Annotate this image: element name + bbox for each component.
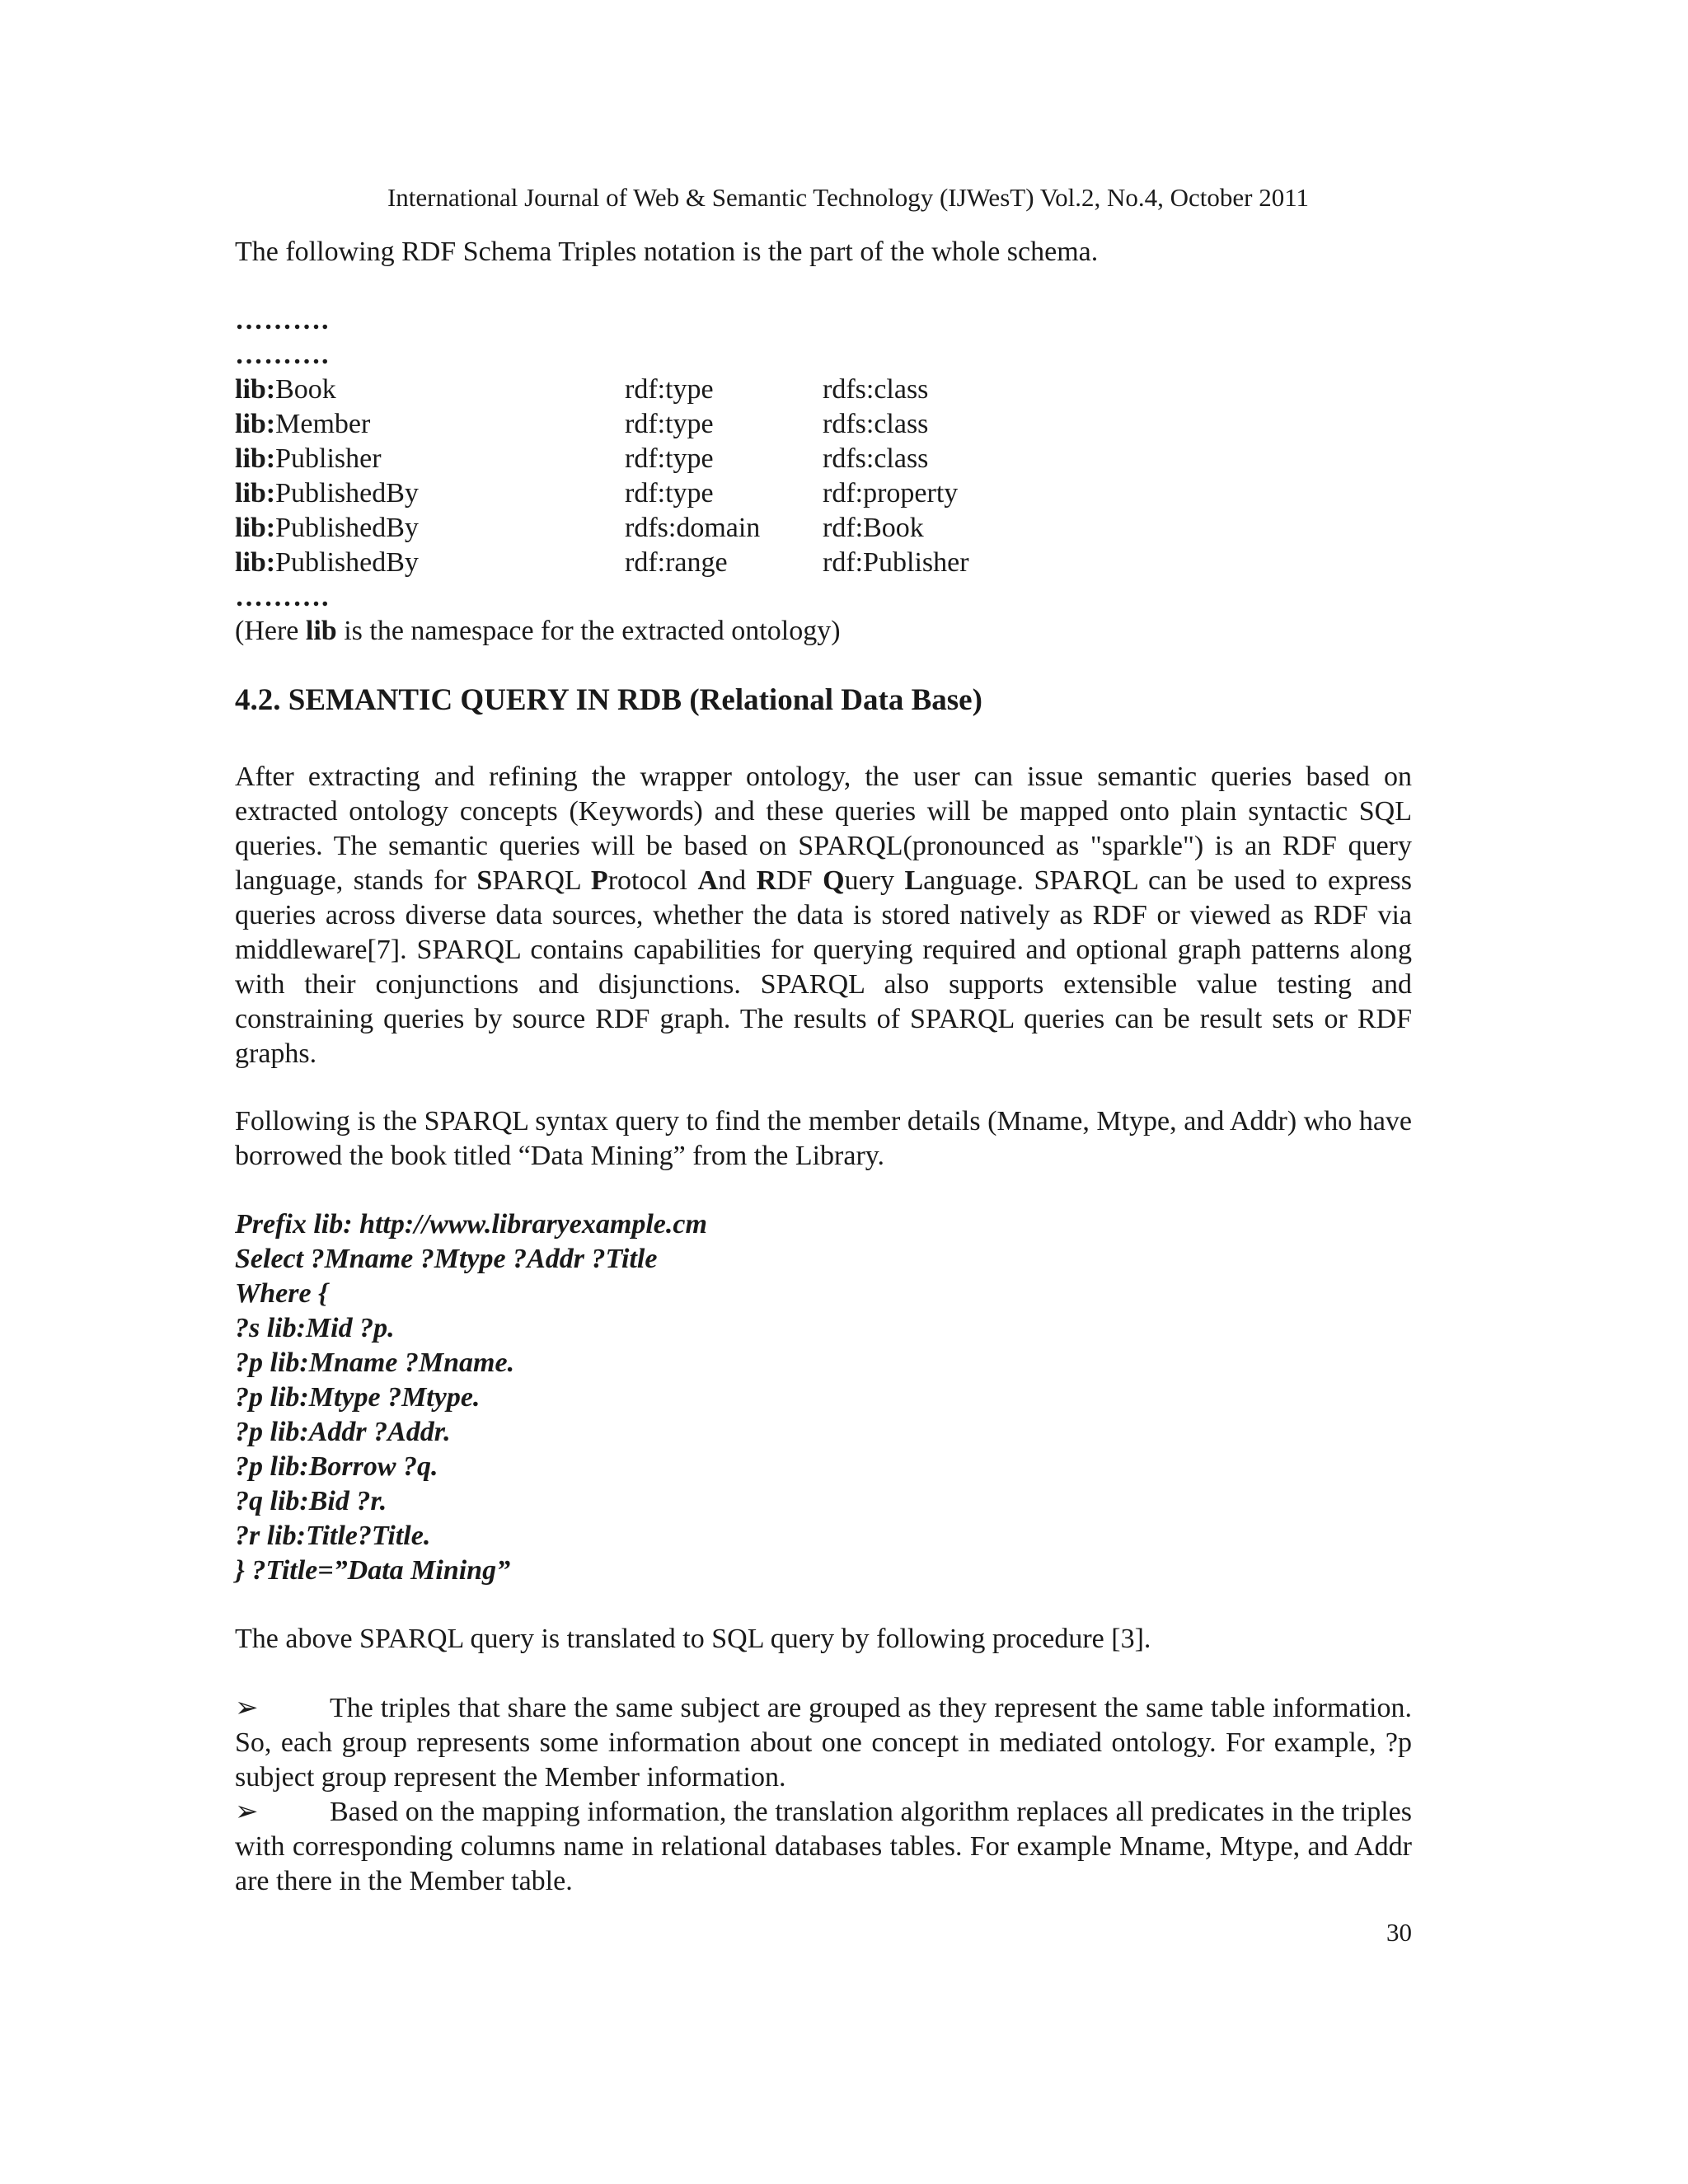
bullet-item: ➢ The triples that share the same subject are grouped as they represent the same table information. So, each group represents some information about one concept in mediated ontology. For example, ?p subject group represent the Member information. bbox=[235, 1693, 1412, 1793]
query-line: Select ?Mname ?Mtype ?Addr ?Title bbox=[235, 1244, 658, 1274]
query-line: } ?Title=”Data Mining” bbox=[235, 1555, 511, 1586]
triple-object: rdf:property bbox=[823, 478, 959, 509]
triple-subject: lib:Member bbox=[235, 409, 371, 439]
triple-predicate: rdf:type bbox=[625, 478, 714, 509]
bullet-list bbox=[235, 1691, 1412, 1899]
triple-predicate: rdf:range bbox=[625, 547, 728, 578]
page-number: 30 bbox=[1386, 1918, 1412, 1947]
triple-object: rdfs:class bbox=[823, 443, 929, 474]
intro-paragraph: The following RDF Schema Triples notation is the part of the whole schema. bbox=[235, 237, 1099, 267]
section-heading: 4.2. SEMANTIC QUERY IN RDB (Relational Data Base) bbox=[235, 683, 982, 717]
triple-row bbox=[235, 511, 1412, 546]
triple-row bbox=[235, 476, 1412, 511]
body-paragraph: Following is the SPARQL syntax query to find the member details (Mname, Mtype, and Addr) who have borrowed the book titled “Data Mining” from the Library. bbox=[235, 1106, 1412, 1171]
sparql-query-block bbox=[235, 1207, 1412, 1588]
triple-subject: lib:Book bbox=[235, 374, 336, 405]
header-text: International Journal of Web & Semantic Technology (IJWesT) Vol.2, No.4, October 2011 bbox=[387, 183, 1310, 212]
triple-predicate: rdfs:domain bbox=[625, 513, 761, 543]
query-line: ?p lib:Addr ?Addr. bbox=[235, 1417, 451, 1447]
triple-object: rdf:Book bbox=[823, 513, 924, 543]
body-paragraph: After extracting and refining the wrapper ontology, the user can issue semantic queries based on extracted ontology concepts (Keywords) and these queries will be mapped onto plain syntactic SQL queries. The semantic queries will be based on SPARQL(pronounced as "sparkle") is an RDF query language, stands for SPARQL Protocol And RDF Query Language. SPARQL can be used to express queries across diverse data sources, whether the data is stored natively as RDF or viewed as RDF via middleware[7]. SPARQL contains capabilities for querying required and optional graph patterns along with their conjunctions and disjunctions. SPARQL also supports extensible value testing and constraining queries by source RDF graph. The results of SPARQL queries can be result sets or RDF graphs. bbox=[235, 762, 1412, 1069]
triple-subject: lib:PublishedBy bbox=[235, 547, 419, 578]
query-line: ?q lib:Bid ?r. bbox=[235, 1486, 387, 1516]
triple-subject: lib:Publisher bbox=[235, 443, 382, 474]
query-line: Where { bbox=[235, 1278, 328, 1309]
arrowhead-bullet-icon: ➢ bbox=[235, 1693, 259, 1723]
triple-predicate: rdf:type bbox=[625, 443, 714, 474]
triple-row bbox=[235, 373, 1412, 407]
query-line: ?p lib:Mtype ?Mtype. bbox=[235, 1382, 481, 1413]
triple-object: rdfs:class bbox=[823, 374, 929, 405]
triple-predicate: rdf:type bbox=[625, 374, 714, 405]
ellipsis: ………. bbox=[235, 582, 330, 612]
triple-row bbox=[235, 442, 1412, 476]
bullet-item: ➢ Based on the mapping information, the translation algorithm replaces all predicates in the triples with corresponding columns name in relational databases tables. For example Mname, Mtype, and Addr are there in the Member table. bbox=[235, 1797, 1412, 1896]
ellipsis: ………. bbox=[235, 340, 330, 370]
running-header bbox=[0, 183, 1688, 213]
triple-object: rdfs:class bbox=[823, 409, 929, 439]
body-paragraph: The above SPARQL query is translated to SQL query by following procedure [3]. bbox=[235, 1624, 1151, 1654]
triple-predicate: rdf:type bbox=[625, 409, 714, 439]
triple-object: rdf:Publisher bbox=[823, 547, 969, 578]
namespace-note: (Here lib is the namespace for the extracted ontology) bbox=[235, 616, 841, 646]
query-line: ?r lib:Title?Title. bbox=[235, 1521, 431, 1551]
triple-row bbox=[235, 407, 1412, 442]
triple-subject: lib:PublishedBy bbox=[235, 478, 419, 509]
query-line: ?s lib:Mid ?p. bbox=[235, 1313, 395, 1343]
query-line: Prefix lib: http://www.libraryexample.cm bbox=[235, 1209, 707, 1240]
arrowhead-bullet-icon: ➢ bbox=[235, 1797, 259, 1827]
ellipsis: ………. bbox=[235, 305, 330, 335]
rdf-triples-block bbox=[235, 303, 1412, 615]
query-line: ?p lib:Borrow ?q. bbox=[235, 1451, 438, 1482]
triple-row bbox=[235, 546, 1412, 580]
query-line: ?p lib:Mname ?Mname. bbox=[235, 1347, 515, 1378]
triple-subject: lib:PublishedBy bbox=[235, 513, 419, 543]
